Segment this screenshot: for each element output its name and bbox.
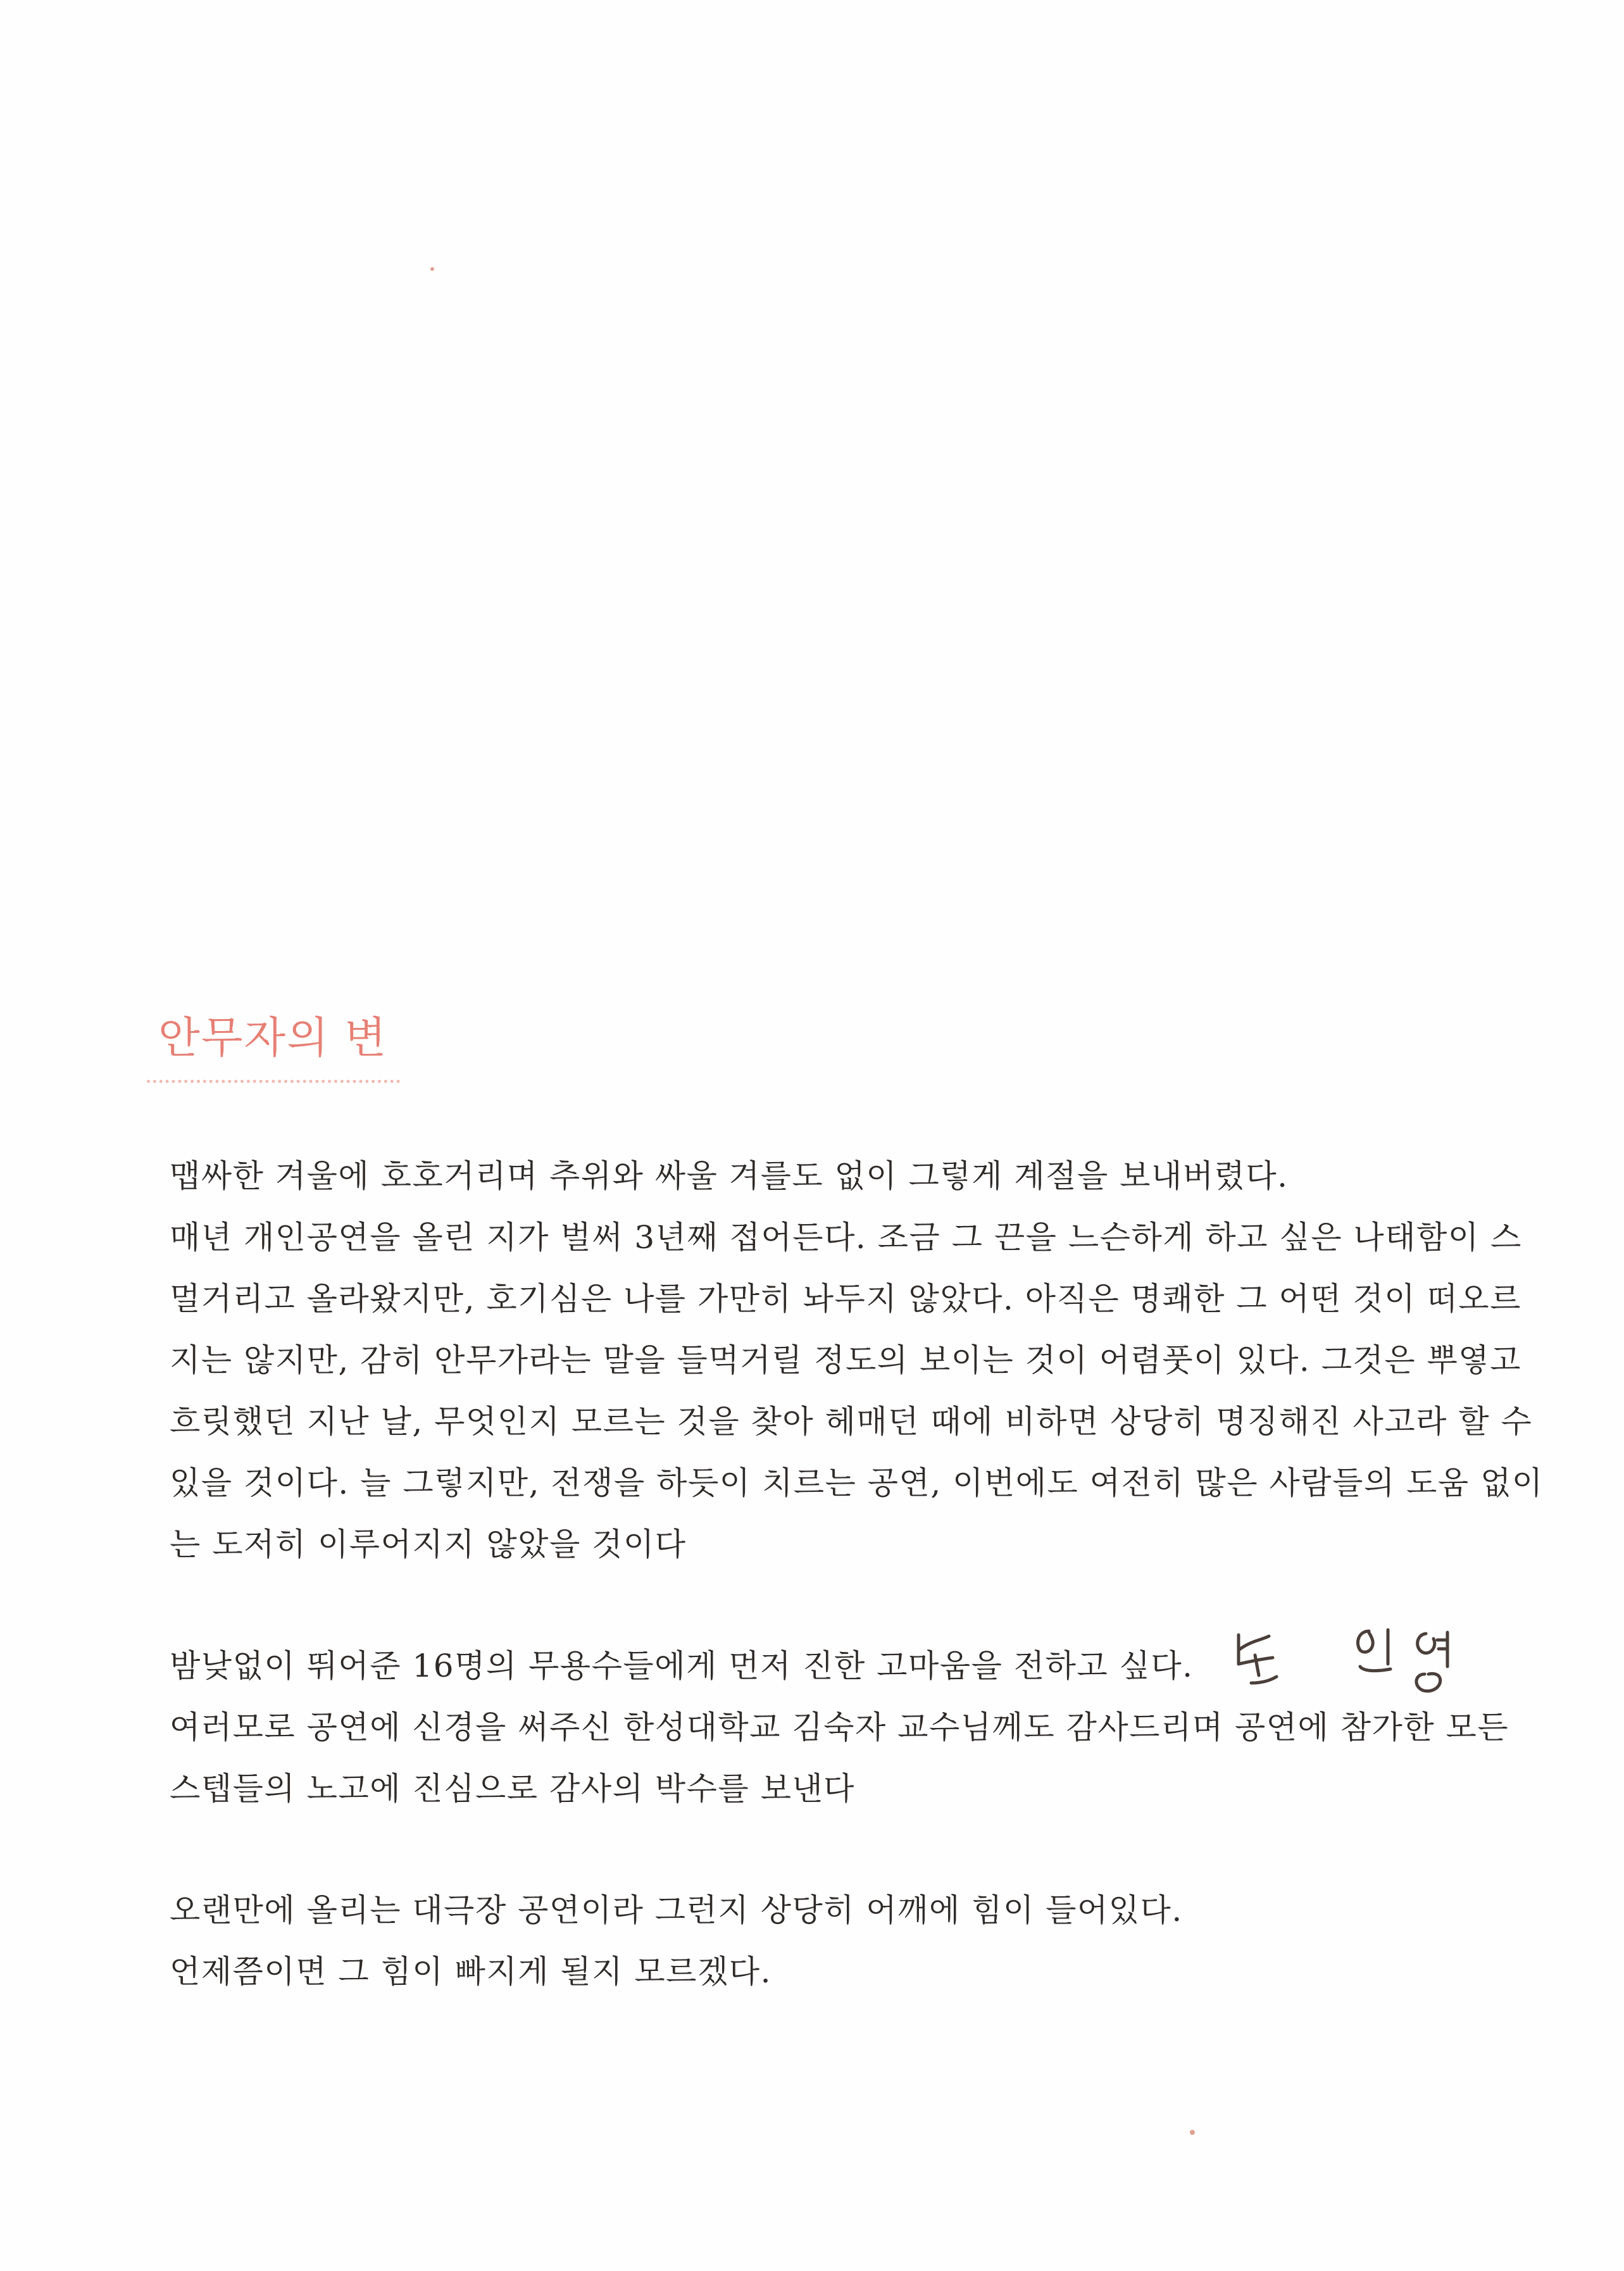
handwritten-signature <box>1225 1617 1522 1699</box>
text-line: 밤낮없이 뛰어준 16명의 무용수들에게 먼저 진한 고마움을 전하고 싶다. <box>170 1648 1194 1684</box>
text-line: 맵싸한 겨울에 호호거리며 추위와 싸울 겨를도 없이 그렇게 계절을 보내버렸다. <box>170 1158 1289 1194</box>
text-line: 여러모로 공연에 신경을 써주신 한성대학교 김숙자 교수님께도 감사드리며 공연에 참가한 모든 <box>170 1709 1509 1746</box>
text-line: 는 도저히 이루어지지 않았을 것이다 <box>170 1526 687 1563</box>
text-line: 멀거리고 올라왔지만, 호기심은 나를 가만히 놔두지 않았다. 아직은 명쾌한 그 어떤 것이 떠오르 <box>170 1280 1521 1317</box>
section-heading-block <box>147 1013 400 1083</box>
text-line: 있을 것이다. 늘 그렇지만, 전쟁을 하듯이 치르는 공연, 이번에도 여전히 많은 사람들의 도움 없이 <box>170 1465 1544 1501</box>
section-heading: 안무자의 변 <box>158 1013 388 1063</box>
paper-speck <box>1190 2130 1195 2135</box>
text-line: 오랜만에 올리는 대극장 공연이라 그런지 상당히 어깨에 힘이 들어있다. <box>170 1892 1183 1929</box>
text-line: 매년 개인공연을 올린 지가 벌써 3년째 접어든다. 조금 그 끈을 느슨하게 하고 싶은 나태함이 스 <box>170 1219 1522 1256</box>
text-line: 스텝들의 노고에 진심으로 감사의 박수를 보낸다 <box>170 1770 855 1807</box>
paper-speck <box>430 267 434 271</box>
text-line: 지는 않지만, 감히 안무가라는 말을 들먹거릴 정도의 보이는 것이 어렴풋이 있다. 그것은 뿌옇고 <box>170 1342 1521 1379</box>
body-text <box>170 1146 1549 2003</box>
heading-dotted-rule <box>147 1080 400 1083</box>
paragraph-gap <box>170 1820 1549 1880</box>
text-line: 언제쯤이면 그 힘이 빠지게 될지 모르겠다. <box>170 1953 771 1990</box>
text-line: 흐릿했던 지난 날, 무엇인지 모르는 것을 찾아 헤매던 때에 비하면 상당히 명징해진 사고라 할 수 <box>170 1403 1533 1440</box>
